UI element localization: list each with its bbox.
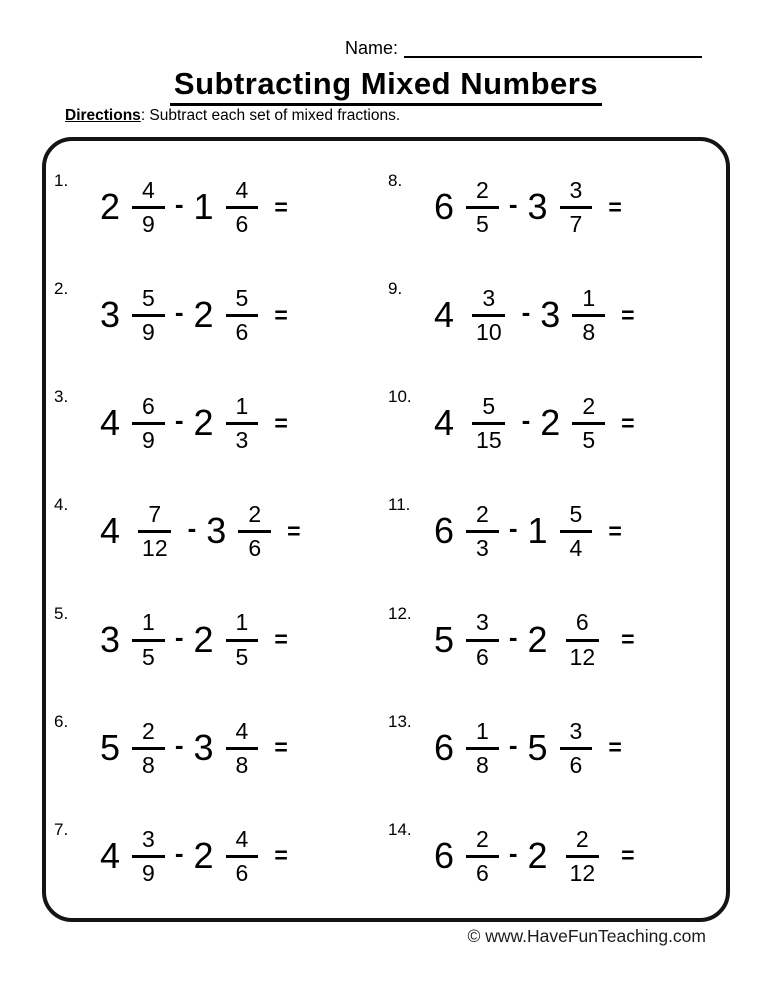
numerator: 2 bbox=[572, 394, 605, 425]
problem-11 bbox=[388, 477, 722, 585]
denominator: 10 bbox=[476, 319, 502, 346]
numerator: 2 bbox=[466, 502, 499, 533]
fraction bbox=[560, 827, 606, 885]
expression bbox=[94, 610, 290, 668]
denominator: 5 bbox=[142, 643, 155, 670]
equals-sign: = bbox=[608, 193, 622, 220]
denominator: 12 bbox=[142, 535, 168, 562]
whole-number: 4 bbox=[434, 402, 455, 444]
fraction bbox=[572, 286, 605, 344]
whole-number: 4 bbox=[100, 834, 121, 876]
fraction bbox=[560, 719, 593, 777]
problem-number: 1. bbox=[54, 171, 69, 190]
minus-sign: - bbox=[508, 837, 518, 868]
fraction bbox=[466, 394, 512, 452]
numerator: 5 bbox=[132, 286, 165, 317]
minus-sign: - bbox=[174, 189, 184, 220]
denominator: 3 bbox=[476, 535, 489, 562]
fraction bbox=[466, 502, 499, 560]
numerator: 7 bbox=[138, 502, 171, 533]
denominator: 8 bbox=[582, 319, 596, 346]
denominator: 3 bbox=[235, 427, 249, 454]
name-row bbox=[0, 38, 702, 58]
equals-sign: = bbox=[608, 734, 622, 761]
problem-number: 9. bbox=[388, 279, 403, 299]
fraction bbox=[132, 394, 165, 452]
minus-sign: - bbox=[508, 729, 518, 760]
minus-sign: - bbox=[521, 297, 531, 328]
whole-number: 3 bbox=[100, 618, 121, 660]
denominator: 9 bbox=[142, 211, 155, 238]
numerator: 2 bbox=[466, 827, 499, 858]
whole-number: 2 bbox=[527, 834, 548, 876]
problem-12 bbox=[388, 586, 722, 694]
denominator: 6 bbox=[248, 535, 262, 562]
equals-sign: = bbox=[287, 517, 301, 544]
denominator: 12 bbox=[569, 643, 596, 670]
whole-number: 3 bbox=[206, 510, 227, 552]
problem-10 bbox=[388, 369, 722, 477]
expression bbox=[94, 719, 290, 777]
fraction bbox=[226, 394, 259, 452]
numerator: 3 bbox=[560, 178, 593, 209]
fraction bbox=[466, 719, 499, 777]
denominator: 6 bbox=[235, 319, 249, 346]
problem-5 bbox=[54, 586, 388, 694]
fraction bbox=[132, 719, 165, 777]
equals-sign: = bbox=[274, 734, 288, 761]
fraction bbox=[226, 286, 259, 344]
numerator: 1 bbox=[226, 394, 259, 425]
denominator: 6 bbox=[235, 211, 249, 238]
denominator: 6 bbox=[235, 859, 249, 886]
expression bbox=[428, 286, 637, 344]
denominator: 12 bbox=[569, 859, 596, 886]
directions-label: Directions bbox=[65, 107, 141, 124]
name-blank-line[interactable] bbox=[404, 38, 702, 58]
denominator: 8 bbox=[476, 751, 489, 778]
whole-number: 5 bbox=[434, 618, 455, 660]
fraction bbox=[466, 178, 499, 236]
fraction bbox=[226, 827, 259, 885]
problem-number: 3. bbox=[54, 387, 69, 407]
directions bbox=[65, 107, 400, 125]
problems-container bbox=[42, 137, 730, 922]
whole-number: 3 bbox=[527, 186, 548, 228]
numerator: 1 bbox=[466, 719, 499, 750]
equals-sign: = bbox=[274, 193, 288, 220]
equals-sign: = bbox=[274, 842, 288, 869]
numerator: 4 bbox=[226, 719, 259, 750]
whole-number: 5 bbox=[100, 726, 121, 768]
denominator: 9 bbox=[142, 859, 155, 886]
problem-number: 2. bbox=[54, 279, 69, 299]
expression bbox=[428, 178, 624, 236]
whole-number: 2 bbox=[193, 294, 214, 336]
numerator: 2 bbox=[466, 178, 499, 209]
numerator: 5 bbox=[226, 286, 259, 317]
denominator: 6 bbox=[569, 751, 583, 778]
problem-number: 13. bbox=[388, 711, 412, 731]
numerator: 1 bbox=[572, 286, 605, 317]
fraction bbox=[226, 610, 259, 668]
denominator: 8 bbox=[142, 751, 155, 778]
whole-number: 2 bbox=[540, 402, 561, 444]
fraction bbox=[132, 286, 165, 344]
problem-number: 4. bbox=[54, 495, 69, 515]
fraction bbox=[560, 610, 606, 668]
numerator: 3 bbox=[132, 827, 165, 858]
whole-number: 4 bbox=[100, 402, 121, 444]
fraction bbox=[560, 502, 593, 560]
whole-number: 6 bbox=[434, 834, 455, 876]
equals-sign: = bbox=[621, 842, 635, 869]
minus-sign: - bbox=[521, 405, 531, 436]
expression bbox=[428, 827, 637, 885]
expression bbox=[94, 394, 290, 452]
numerator: 4 bbox=[226, 827, 259, 858]
numerator: 1 bbox=[226, 610, 259, 641]
problem-number: 14. bbox=[388, 819, 412, 839]
minus-sign: - bbox=[174, 621, 184, 652]
whole-number: 4 bbox=[434, 294, 455, 336]
equals-sign: = bbox=[621, 626, 635, 653]
problem-14 bbox=[388, 802, 722, 910]
page-title: Subtracting Mixed Numbers bbox=[170, 66, 602, 106]
directions-text: : Subtract each set of mixed fractions. bbox=[140, 107, 401, 124]
numerator: 5 bbox=[560, 502, 593, 533]
minus-sign: - bbox=[174, 837, 184, 868]
expression bbox=[94, 286, 290, 344]
whole-number: 3 bbox=[540, 294, 561, 336]
denominator: 8 bbox=[235, 751, 249, 778]
title-row bbox=[0, 66, 772, 106]
denominator: 6 bbox=[476, 643, 489, 670]
numerator: 4 bbox=[226, 178, 259, 209]
expression bbox=[428, 502, 624, 560]
denominator: 9 bbox=[142, 427, 155, 454]
denominator: 6 bbox=[476, 859, 489, 886]
denominator: 9 bbox=[142, 319, 155, 346]
problem-13 bbox=[388, 694, 722, 802]
fraction bbox=[132, 178, 165, 236]
denominator: 5 bbox=[476, 211, 489, 238]
expression bbox=[428, 719, 624, 777]
problem-number: 8. bbox=[388, 171, 403, 190]
problem-7 bbox=[54, 802, 388, 910]
denominator: 15 bbox=[476, 427, 502, 454]
whole-number: 3 bbox=[100, 294, 121, 336]
expression bbox=[428, 610, 637, 668]
denominator: 7 bbox=[569, 211, 583, 238]
whole-number: 2 bbox=[100, 186, 121, 228]
fraction bbox=[466, 827, 499, 885]
expression bbox=[428, 394, 637, 452]
problem-2 bbox=[54, 261, 388, 369]
equals-sign: = bbox=[621, 301, 635, 328]
whole-number: 1 bbox=[527, 510, 548, 552]
minus-sign: - bbox=[508, 513, 518, 544]
fraction bbox=[560, 178, 593, 236]
whole-number: 2 bbox=[193, 402, 214, 444]
numerator: 3 bbox=[466, 610, 499, 641]
expression bbox=[94, 827, 290, 885]
problem-number: 12. bbox=[388, 603, 412, 623]
minus-sign: - bbox=[174, 297, 184, 328]
minus-sign: - bbox=[508, 621, 518, 652]
problem-8 bbox=[388, 153, 722, 261]
fraction bbox=[226, 178, 259, 236]
numerator: 5 bbox=[472, 394, 505, 425]
minus-sign: - bbox=[174, 405, 184, 436]
equals-sign: = bbox=[274, 301, 288, 328]
whole-number: 3 bbox=[193, 726, 214, 768]
numerator: 3 bbox=[560, 719, 593, 750]
problem-9 bbox=[388, 261, 722, 369]
numerator: 2 bbox=[132, 719, 165, 750]
minus-sign: - bbox=[508, 189, 518, 220]
problem-number: 7. bbox=[54, 819, 69, 839]
equals-sign: = bbox=[621, 409, 635, 436]
equals-sign: = bbox=[608, 517, 622, 544]
fraction bbox=[238, 502, 271, 560]
equals-sign: = bbox=[274, 409, 288, 436]
problem-number: 5. bbox=[54, 603, 69, 623]
whole-number: 2 bbox=[193, 834, 214, 876]
name-label: Name: bbox=[344, 38, 398, 58]
problem-4 bbox=[54, 477, 388, 585]
whole-number: 1 bbox=[193, 186, 214, 228]
fraction bbox=[132, 827, 165, 885]
whole-number: 2 bbox=[193, 618, 214, 660]
problem-number: 10. bbox=[388, 387, 412, 407]
fraction bbox=[132, 610, 165, 668]
numerator: 6 bbox=[132, 394, 165, 425]
expression bbox=[94, 502, 303, 560]
whole-number: 6 bbox=[434, 510, 455, 552]
denominator: 4 bbox=[569, 535, 583, 562]
whole-number: 6 bbox=[434, 186, 455, 228]
numerator: 2 bbox=[238, 502, 271, 533]
problem-1 bbox=[54, 153, 388, 261]
whole-number: 4 bbox=[100, 510, 121, 552]
problem-number: 6. bbox=[54, 711, 69, 731]
equals-sign: = bbox=[274, 626, 288, 653]
numerator: 2 bbox=[566, 827, 599, 858]
expression bbox=[94, 178, 290, 236]
whole-number: 2 bbox=[527, 618, 548, 660]
problem-number: 11. bbox=[388, 495, 411, 515]
denominator: 5 bbox=[582, 427, 596, 454]
numerator: 3 bbox=[472, 286, 505, 317]
whole-number: 6 bbox=[434, 726, 455, 768]
whole-number: 5 bbox=[527, 726, 548, 768]
fraction bbox=[572, 394, 605, 452]
fraction bbox=[466, 286, 512, 344]
numerator: 6 bbox=[566, 610, 599, 641]
footer-credit: © www.HaveFunTeaching.com bbox=[467, 926, 706, 946]
minus-sign: - bbox=[187, 513, 197, 544]
denominator: 5 bbox=[235, 643, 249, 670]
fraction bbox=[466, 610, 499, 668]
fraction bbox=[132, 502, 178, 560]
numerator: 1 bbox=[132, 610, 165, 641]
numerator: 4 bbox=[132, 178, 165, 209]
problem-3 bbox=[54, 369, 388, 477]
problem-6 bbox=[54, 694, 388, 802]
fraction bbox=[226, 719, 259, 777]
minus-sign: - bbox=[174, 729, 184, 760]
